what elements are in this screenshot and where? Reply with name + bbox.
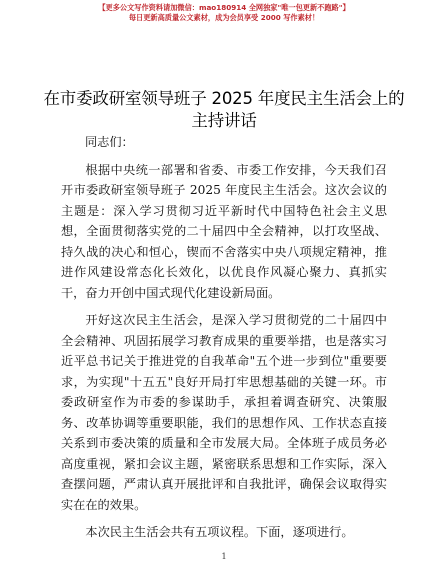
page-number: 1 <box>221 552 227 561</box>
banner-line-2: 每日更新高质量公文素材，成为会员享受 2000 写作素材！ <box>128 13 320 22</box>
paragraph-2: 开好这次民主生活会，是深入学习贯彻党的二十届四中全会精神、巩固拓展学习教育成果的重要举措，也是落实习近平总书记关于推进党的自我革命"五个进一步到位"重要要求，为实现"十五五"良好开局打牢思想基础的关键一环。市委政研室作为市委的参谋助手，承担着调查研究、决策服务、改革协调等重要职能，我们的思想作风、工作状态直接关系到市委决策的质量和全市发展大局。全体班子成员务必高度重视，紧扣会议主题，紧密联系思想和工作实际，深入查摆问题，严肃认真开展批评和自我批评，确保会议取得实实在在的效果。 <box>61 313 387 512</box>
salutation: 同志们： <box>85 135 134 149</box>
document-title: 在市委政研室领导班子 2025 年度民主生活会上的主持讲话 <box>43 89 405 130</box>
banner-line-1: 【更多公文写作资料请加微信：mao180914 全网独家"唯一包更新不跑路"】 <box>98 3 350 12</box>
paragraph-3: 本次民主生活会共有五项议程。下面，逐项进行。 <box>85 525 354 539</box>
header-banner <box>0 3 448 23</box>
document-body <box>61 132 387 543</box>
paragraph-1: 根据中央统一部署和省委、市委工作安排，今天我们召开市委政研室领导班子 2025 年度民主生活会。这次会议的主题是：深入学习贯彻习近平新时代中国特色社会主义思想，全面贯彻落实党的二十届四中全会精神，以打攻坚战、持久战的决心和恒心，锲而不舍落实中央八项规定精神，推进作风建设常态化长效化，以优良作风凝心聚力、真抓实干，奋力开创中国式现代化建设新局面。 <box>61 162 387 300</box>
